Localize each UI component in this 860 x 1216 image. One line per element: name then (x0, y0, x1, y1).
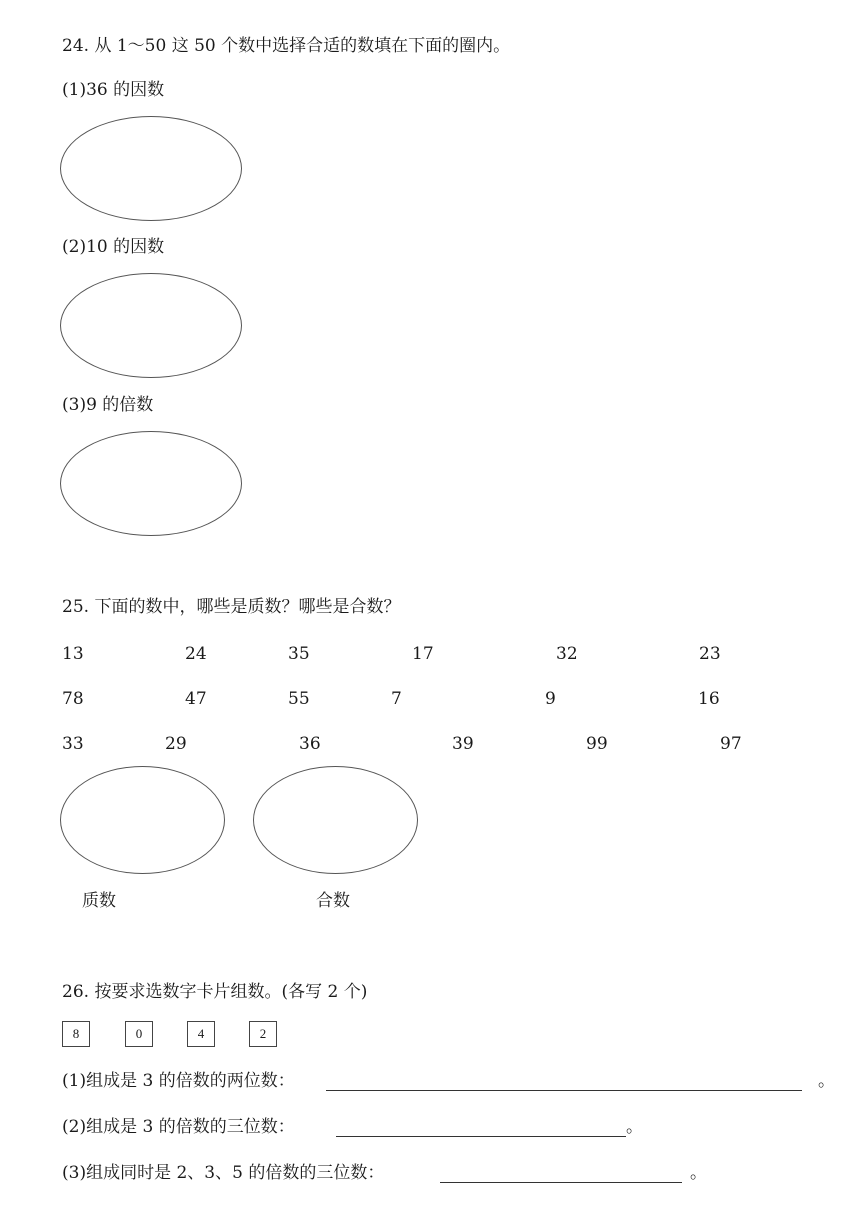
q26-item1-end: 。 (818, 1071, 835, 1091)
composite-label: 合数 (316, 891, 350, 911)
number-item: 13 (62, 644, 84, 664)
answer-blank-3[interactable] (440, 1164, 682, 1183)
number-item: 35 (288, 644, 310, 664)
q24-title: 24. 从 1～50 这 50 个数中选择合适的数填在下面的圈内。 (62, 36, 511, 56)
q26-item1-label: (1)组成是 3 的倍数的两位数： (62, 1071, 295, 1091)
number-item: 55 (288, 689, 310, 709)
q24-part2-label: (2)10 的因数 (62, 237, 165, 257)
number-item: 47 (185, 689, 207, 709)
q26-item3-label: (3)组成同时是 2、3、5 的倍数的三位数： (62, 1163, 385, 1183)
number-item: 32 (556, 644, 578, 664)
number-item: 97 (720, 734, 742, 754)
number-item: 99 (586, 734, 608, 754)
q24-part3-label: (3)9 的倍数 (62, 395, 154, 415)
digit-card: 0 (125, 1021, 153, 1047)
digit-card: 4 (187, 1021, 215, 1047)
q26-item3-end: 。 (690, 1163, 707, 1183)
answer-circle-36-factors[interactable] (60, 116, 242, 221)
number-item: 36 (299, 734, 321, 754)
answer-blank-2[interactable] (336, 1118, 626, 1137)
answer-blank-1[interactable] (326, 1072, 802, 1091)
prime-label: 质数 (82, 891, 116, 911)
q26-item2-label: (2)组成是 3 的倍数的三位数： (62, 1117, 295, 1137)
digit-card: 8 (62, 1021, 90, 1047)
number-item: 29 (165, 734, 187, 754)
q26-title: 26. 按要求选数字卡片组数。(各写 2 个) (62, 982, 368, 1002)
number-item: 7 (391, 689, 402, 709)
q26-item2-end: 。 (626, 1117, 643, 1137)
answer-circle-10-factors[interactable] (60, 273, 242, 378)
number-item: 39 (452, 734, 474, 754)
answer-circle-9-multiples[interactable] (60, 431, 242, 536)
digit-card: 2 (249, 1021, 277, 1047)
answer-circle-composites[interactable] (253, 766, 418, 874)
number-item: 16 (698, 689, 720, 709)
number-item: 23 (699, 644, 721, 664)
number-item: 33 (62, 734, 84, 754)
q24-part1-label: (1)36 的因数 (62, 80, 165, 100)
number-item: 24 (185, 644, 207, 664)
number-item: 17 (412, 644, 434, 664)
number-item: 9 (545, 689, 556, 709)
number-item: 78 (62, 689, 84, 709)
q25-title: 25. 下面的数中，哪些是质数？哪些是合数？ (62, 597, 401, 617)
answer-circle-primes[interactable] (60, 766, 225, 874)
